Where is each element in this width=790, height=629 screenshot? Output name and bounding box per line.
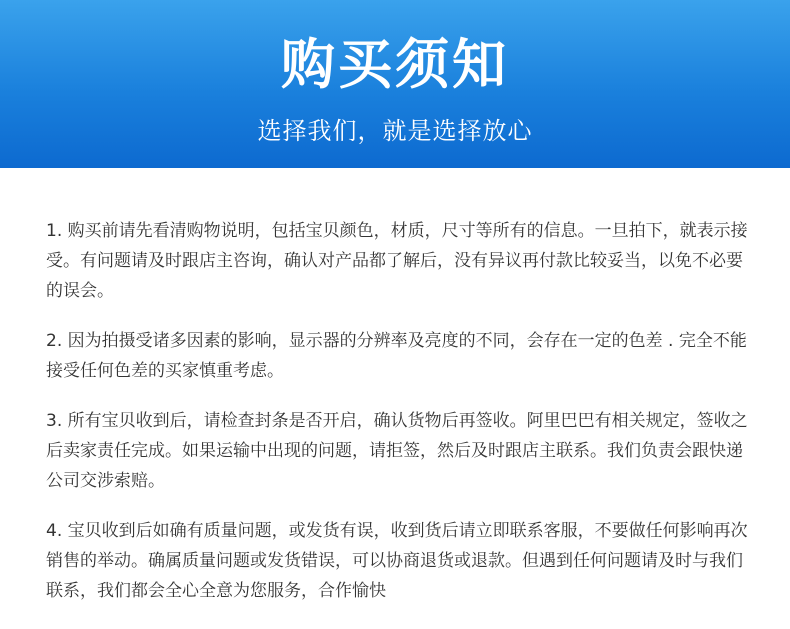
notice-content xyxy=(46,216,748,626)
notice-paragraph-3: 3. 所有宝贝收到后，请检查封条是否开启，确认货物后再签收。阿里巴巴有相关规定，签收之后卖家责任完成。如果运输中出现的问题，请拒签，然后及时跟店主联系。我们负责会跟快递公司交涉索赔。 xyxy=(46,411,748,491)
notice-paragraph-4: 4. 宝贝收到后如确有质量问题，或发货有误，收到货后请立即联系客服，不要做任何影响再次销售的举动。确属质量问题或发货错误，可以协商退货或退款。但遇到任何问题请及时与我们联系，我们都会全心全意为您服务，合作愉快 xyxy=(46,521,748,601)
header-banner xyxy=(0,0,790,168)
notice-paragraph-1: 1. 购买前请先看清购物说明，包括宝贝颜色，材质，尺寸等所有的信息。一旦拍下，就表示接受。有问题请及时跟店主咨询，确认对产品都了解后，没有异议再付款比较妥当，以免不必要的误会。 xyxy=(46,221,748,301)
banner-subtitle: 选择我们，就是选择放心 xyxy=(257,117,533,145)
notice-paragraph-2: 2. 因为拍摄受诸多因素的影响，显示器的分辨率及亮度的不同，会存在一定的色差 . 完全不能接受任何色差的买家慎重考虑。 xyxy=(46,331,747,381)
banner-title: 购买须知 xyxy=(281,33,509,96)
